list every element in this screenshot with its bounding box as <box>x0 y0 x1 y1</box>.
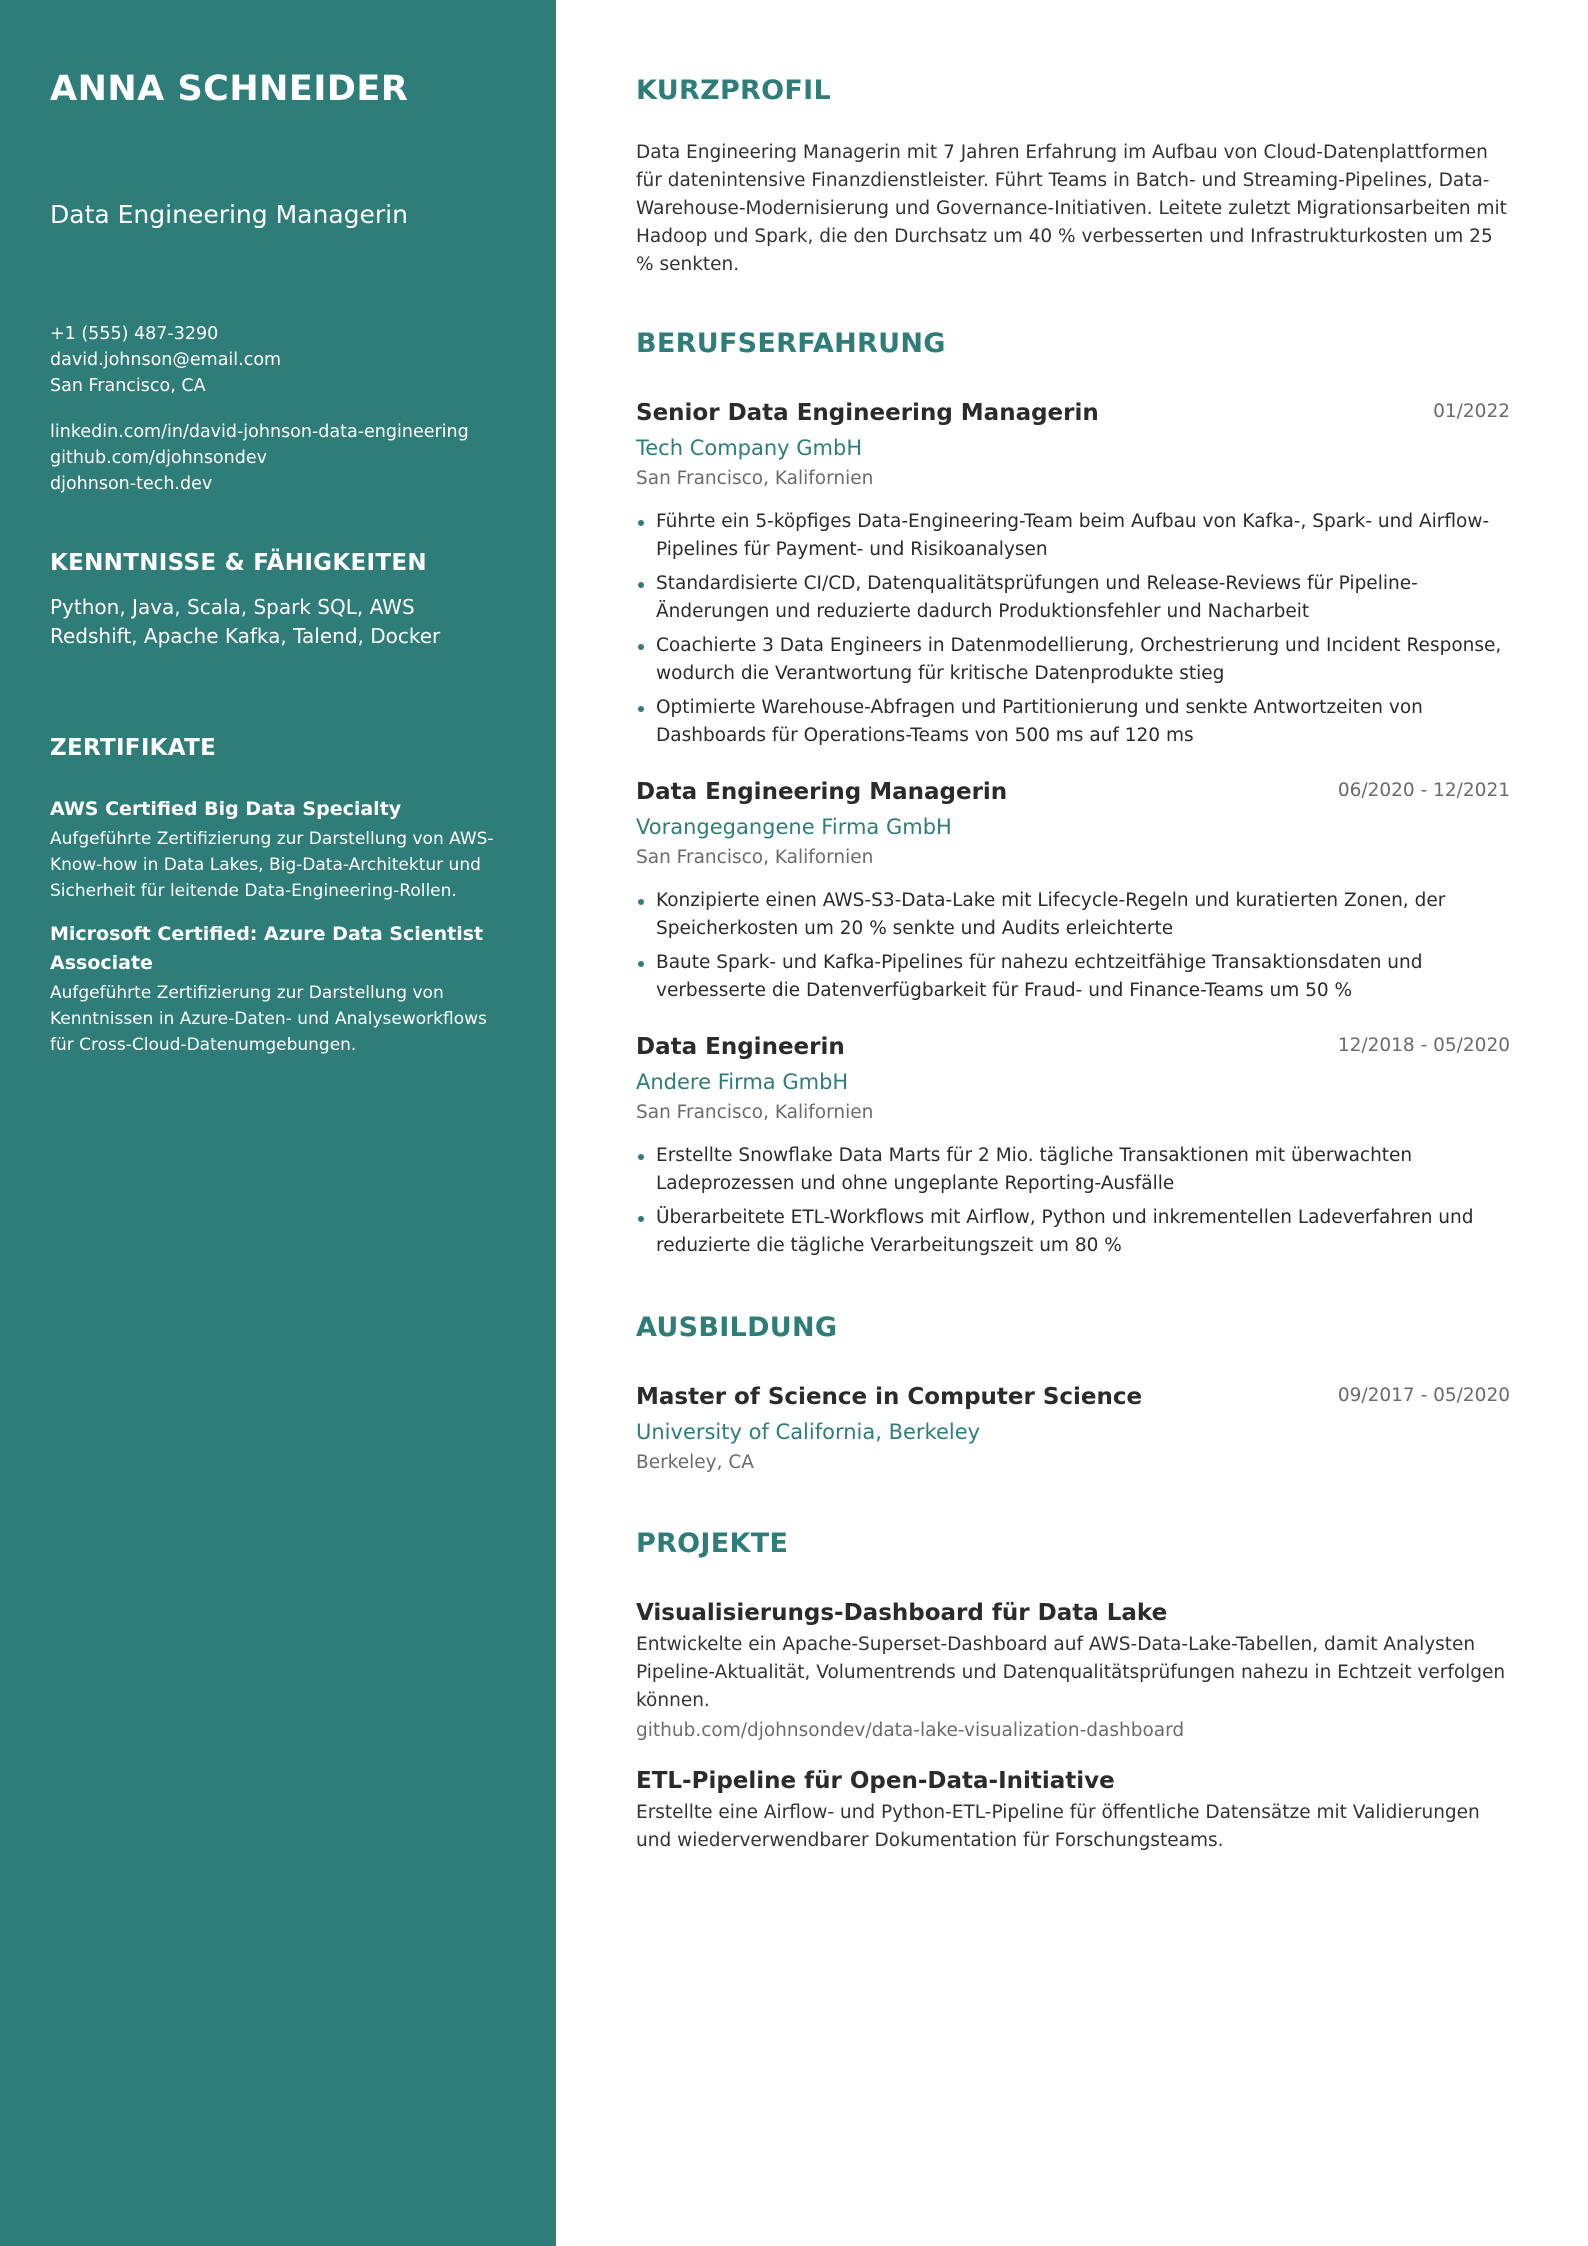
education-location: Berkeley, CA <box>636 1452 754 1473</box>
job-title: Senior Data Engineering Managerin <box>636 400 1099 426</box>
job-entry <box>636 776 1510 1005</box>
certificate-item <box>50 920 506 1058</box>
project-title: ETL-Pipeline für Open-Data-Initiative <box>636 1768 1115 1794</box>
certificate-description: Aufgeführte Zertifizierung zur Darstellung von Kenntnissen in Azure-Daten- und Analyseworkflows für Cross-Cloud-Datenumgebungen. <box>50 982 487 1055</box>
sidebar <box>0 0 556 2246</box>
job-company: Tech Company GmbH <box>636 436 863 460</box>
contact-location: San Francisco, CA <box>50 375 206 396</box>
skills-heading: KENNTNISSE & FÄHIGKEITEN <box>50 549 427 576</box>
job-date: 01/2022 <box>1433 401 1510 422</box>
summary-heading: KURZPROFIL <box>636 75 831 106</box>
contact-phone[interactable]: +1 (555) 487-3290 <box>50 323 219 344</box>
certificates-list <box>50 795 506 1058</box>
education-date: 09/2017 - 05/2020 <box>1337 1385 1510 1406</box>
job-location: San Francisco, Kalifornien <box>636 1102 874 1123</box>
job-bullet: Coachierte 3 Data Engineers in Datenmodellierung, Orchestrierung und Incident Response, wodurch die Verantwortung für kritische Datenprodukte stieg <box>636 632 1510 688</box>
education-heading: AUSBILDUNG <box>636 1312 838 1343</box>
job-title: Data Engineerin <box>636 1034 845 1060</box>
project-entry <box>636 1765 1510 1855</box>
project-entry <box>636 1597 1510 1745</box>
project-description: Erstellte eine Airflow- und Python-ETL-Pipeline für öffentliche Datensätze mit Validierungen und wiederverwendbarer Dokumentation für Forschungsteams. <box>636 1802 1480 1851</box>
education-section <box>636 1312 1510 1477</box>
project-title: Visualisierungs-Dashboard für Data Lake <box>636 1600 1168 1626</box>
certificate-name: Microsoft Certified: Azure Data Scientist Associate <box>50 922 484 974</box>
experience-heading: BERUFSERFAHRUNG <box>636 328 946 359</box>
job-bullets <box>636 508 1510 750</box>
experience-section <box>636 328 1510 1260</box>
project-list <box>636 1597 1510 1855</box>
education-degree: Master of Science in Computer Science <box>636 1384 1143 1410</box>
certificate-description: Aufgeführte Zertifizierung zur Darstellung von AWS-Know-how in Data Lakes, Big-Data-Architektur und Sicherheit für leitende Data-Engineering-Rollen. <box>50 828 494 901</box>
skills-text: Python, Java, Scala, Spark SQL, AWS Redshift, Apache Kafka, Talend, Docker <box>50 594 441 648</box>
job-bullet: Baute Spark- und Kafka-Pipelines für nahezu echtzeitfähige Transaktionsdaten und verbesserte die Datenverfügbarkeit für Fraud- und Finance-Teams um 50 % <box>636 949 1510 1005</box>
job-location: San Francisco, Kalifornien <box>636 468 874 489</box>
job-location: San Francisco, Kalifornien <box>636 847 874 868</box>
certificate-name: AWS Certified Big Data Specialty <box>50 797 402 820</box>
summary-text: Data Engineering Managerin mit 7 Jahren Erfahrung im Aufbau von Cloud-Datenplattformen für datenintensive Finanzdienstleister. Führt Teams in Batch- und Streaming-Pipelines, Data-Warehouse-Modernisierung und Governance-Initiativen. Leitete zuletzt Migrationsarbeiten mit Hadoop und Spark, die den Durchsatz um 40 % verbesserten und Infrastrukturkosten um 25 % senkten. <box>636 142 1507 275</box>
job-bullet: Führte ein 5-köpfiges Data-Engineering-Team beim Aufbau von Kafka-, Spark- und Airflow-Pipelines für Payment- und Risikoanalysen <box>636 508 1510 564</box>
linkedin-link[interactable]: linkedin.com/in/david-johnson-data-engineering <box>50 421 469 442</box>
job-company: Andere Firma GmbH <box>636 1070 849 1094</box>
certificates-heading: ZERTIFIKATE <box>50 734 217 761</box>
job-bullet: Konzipierte einen AWS-S3-Data-Lake mit Lifecycle-Regeln und kuratierten Zonen, der Speicherkosten um 20 % senkte und Audits erleichterte <box>636 887 1510 943</box>
project-link[interactable]: github.com/djohnsondev/data-lake-visualization-dashboard <box>636 1720 1185 1741</box>
job-list <box>636 397 1510 1260</box>
job-date: 06/2020 - 12/2021 <box>1337 780 1510 801</box>
main-content <box>636 0 1510 1855</box>
job-bullet: Überarbeitete ETL-Workflows mit Airflow, Python und inkrementellen Ladeverfahren und reduzierte die tägliche Verarbeitungszeit um 80 % <box>636 1204 1510 1260</box>
summary-section <box>636 75 1510 279</box>
job-bullets <box>636 887 1510 1005</box>
job-bullet: Erstellte Snowflake Data Marts für 2 Mio. tägliche Transaktionen mit überwachten Ladeprozessen und ohne ungeplante Reporting-Ausfälle <box>636 1142 1510 1198</box>
github-link[interactable]: github.com/djohnsondev <box>50 447 267 468</box>
projects-section <box>636 1528 1510 1855</box>
job-bullet: Standardisierte CI/CD, Datenqualitätsprüfungen und Release-Reviews für Pipeline-Änderungen und reduzierte dadurch Produktionsfehler und Nacharbeit <box>636 570 1510 626</box>
candidate-headline: Data Engineering Managerin <box>50 199 408 229</box>
education-entry <box>636 1381 1510 1477</box>
project-description: Entwickelte ein Apache-Superset-Dashboard auf AWS-Data-Lake-Tabellen, damit Analysten Pipeline-Aktualität, Volumentrends und Datenqualitätsprüfungen nahezu in Echtzeit verfolgen können. <box>636 1634 1506 1711</box>
job-entry <box>636 397 1510 750</box>
education-school: University of California, Berkeley <box>636 1420 981 1444</box>
certificate-item <box>50 795 506 904</box>
job-company: Vorangegangene Firma GmbH <box>636 815 952 839</box>
contact-email[interactable]: david.johnson@email.com <box>50 349 282 370</box>
job-title: Data Engineering Managerin <box>636 779 1008 805</box>
profile-links <box>50 419 506 497</box>
website-link[interactable]: djohnson-tech.dev <box>50 473 213 494</box>
job-entry <box>636 1031 1510 1260</box>
job-bullet: Optimierte Warehouse-Abfragen und Partitionierung und senkte Antwortzeiten von Dashboards für Operations-Teams von 500 ms auf 120 ms <box>636 694 1510 750</box>
job-date: 12/2018 - 05/2020 <box>1337 1035 1510 1056</box>
job-bullets <box>636 1142 1510 1260</box>
projects-heading: PROJEKTE <box>636 1528 789 1559</box>
contact-info <box>50 321 506 399</box>
candidate-name: ANNA SCHNEIDER <box>50 69 409 109</box>
